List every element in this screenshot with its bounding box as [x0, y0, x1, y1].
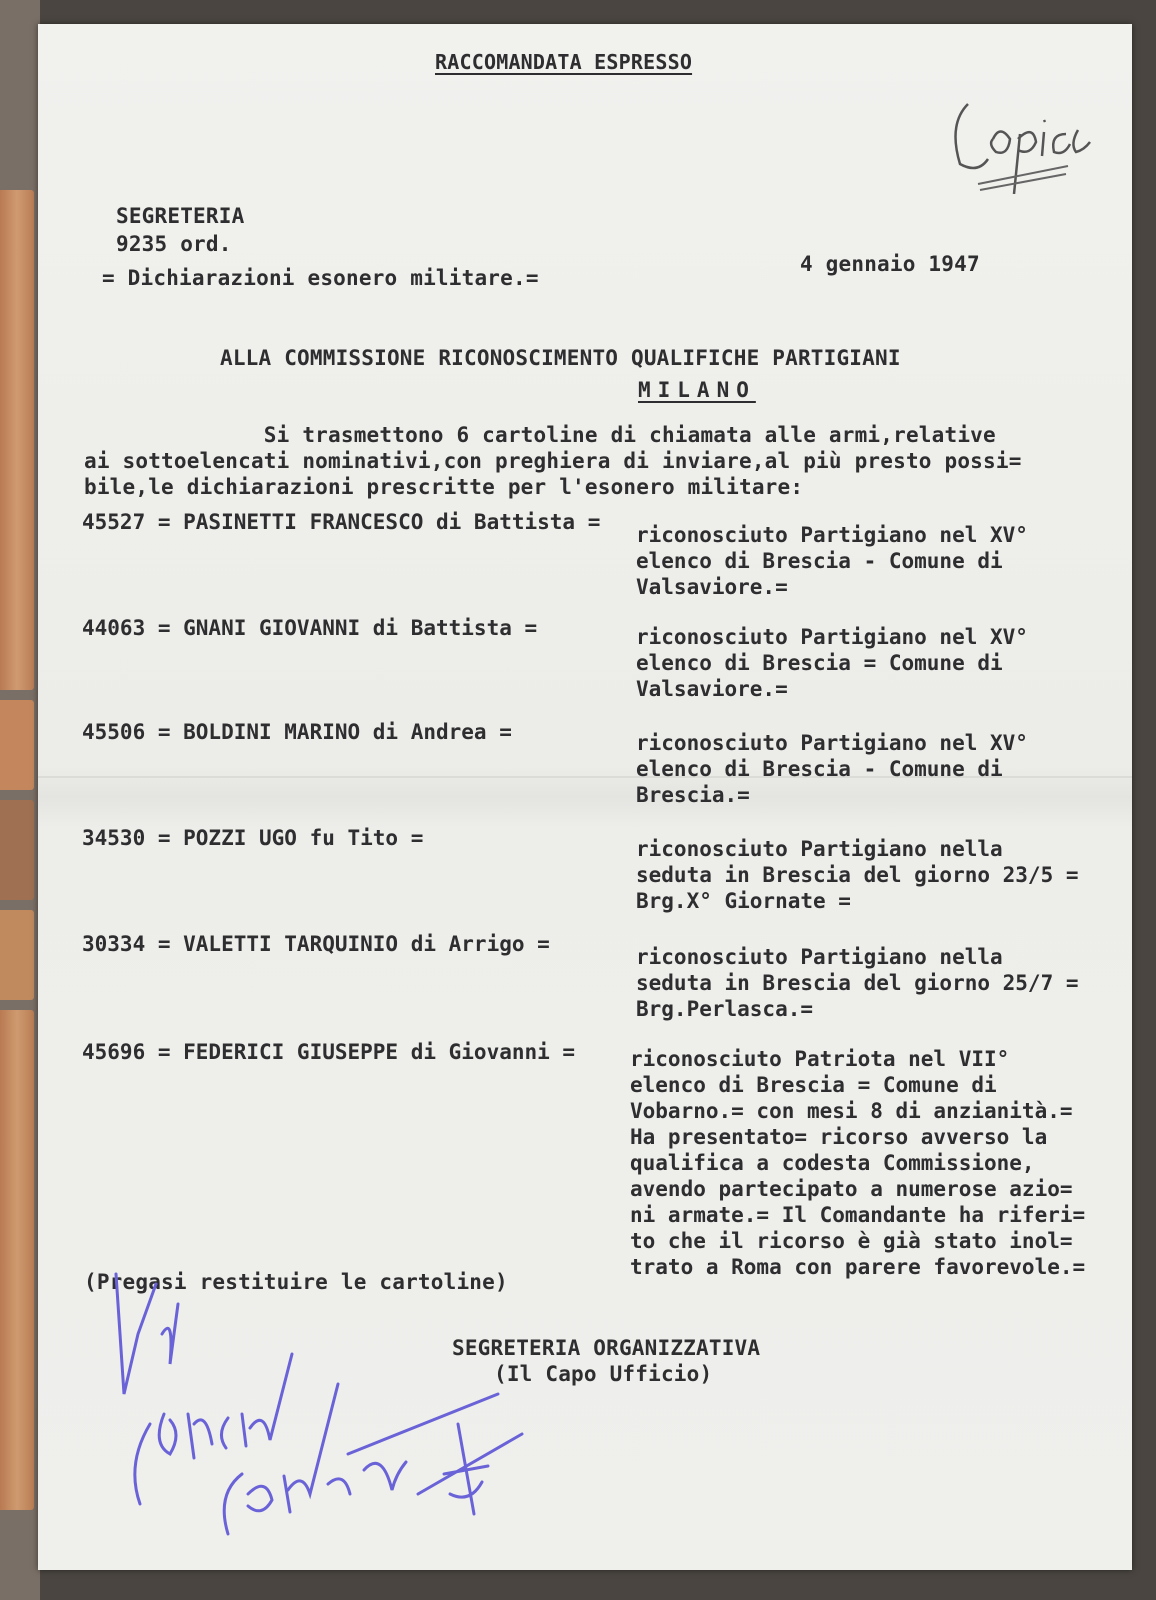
binder-tab [0, 1010, 34, 1510]
intro-line: Si trasmettono 6 cartoline di chiamata alle armi,relative [84, 423, 996, 447]
binder-tab [0, 190, 34, 690]
recipient-line: ALLA COMMISSIONE RICONOSCIMENTO QUALIFICHE PARTIGIANI [220, 346, 901, 370]
entry-detail-line: riconosciuto Partigiano nel XV° [636, 523, 1028, 547]
binder-edge [0, 0, 40, 1600]
signature-office: SEGRETERIA ORGANIZZATIVA [452, 1336, 761, 1360]
entry-detail-line: to che il ricorso è già stato inol= [630, 1229, 1073, 1253]
entry-detail-line: riconosciuto Partigiano nella [636, 945, 1003, 969]
entry-detail-line: ni armate.= Il Comandante ha riferi= [630, 1203, 1086, 1227]
entry-details [636, 944, 1079, 1022]
entry-label: 45527 = PASINETTI FRANCESCO di Battista = [82, 510, 601, 534]
subject-line: = Dichiarazioni esonero militare.= [102, 266, 539, 290]
entry-detail-line: elenco di Brescia - Comune di [636, 757, 1003, 781]
entry-detail-line: riconosciuto Patriota nel VII° [630, 1047, 1010, 1071]
entry-detail-line: Ha presentato= ricorso avverso la [630, 1125, 1048, 1149]
entry-detail-line: elenco di Brescia - Comune di [636, 549, 1003, 573]
letter-sheet [38, 24, 1132, 1570]
entry-detail-line: riconosciuto Partigiano nel XV° [636, 731, 1028, 755]
entry-detail-line: elenco di Brescia = Comune di [630, 1073, 997, 1097]
intro-line: ai sottoelencati nominativi,con preghiera di inviare,al più presto possi= [84, 449, 1022, 473]
entry-detail-line: riconosciuto Partigiano nella [636, 837, 1003, 861]
entry-detail-line: qualifica a codesta Commissione, [630, 1151, 1035, 1175]
recipient-city: MILANO [638, 378, 756, 402]
entry-detail-line: avendo partecipato a numerose azio= [630, 1177, 1073, 1201]
entry-detail-line: Valsaviore.= [636, 677, 788, 701]
handwritten-pen-annotation [78, 1244, 538, 1544]
entry-detail-line: Brg.Perlasca.= [636, 997, 814, 1021]
binder-tab [0, 910, 34, 1000]
entry-detail-line: Valsaviore.= [636, 575, 788, 599]
intro-paragraph [84, 422, 1084, 500]
entry-details [636, 730, 1028, 808]
entry-label: 45696 = FEDERICI GIUSEPPE di Giovanni = [82, 1040, 576, 1064]
header-title: RACCOMANDATA ESPRESSO [435, 50, 693, 74]
office-label: SEGRETERIA [116, 204, 245, 228]
binder-tab [0, 800, 34, 900]
entry-detail-line: seduta in Brescia del giorno 25/7 = [636, 971, 1079, 995]
entry-details [630, 1046, 1085, 1280]
entry-label: 45506 = BOLDINI MARINO di Andrea = [82, 720, 512, 744]
closing-note: (Pregasi restituire le cartoline) [84, 1270, 508, 1294]
protocol-number: 9235 ord. [116, 232, 232, 256]
entry-label: 34530 = POZZI UGO fu Tito = [82, 826, 424, 850]
entry-detail-line: elenco di Brescia = Comune di [636, 651, 1003, 675]
entry-detail-line: Brescia.= [636, 783, 750, 807]
binder-tab [0, 700, 34, 790]
entry-details [636, 836, 1079, 914]
entry-detail-line: riconosciuto Partigiano nel XV° [636, 625, 1028, 649]
entry-detail-line: Brg.X° Giornate = [636, 889, 851, 913]
entry-detail-line: trato a Roma con parere favorevole.= [630, 1255, 1086, 1279]
signature-title: (Il Capo Ufficio) [494, 1362, 713, 1386]
entry-label: 44063 = GNANI GIOVANNI di Battista = [82, 616, 538, 640]
entry-label: 30334 = VALETTI TARQUINIO di Arrigo = [82, 932, 550, 956]
entry-detail-line: seduta in Brescia del giorno 23/5 = [636, 863, 1079, 887]
entry-details [636, 522, 1028, 600]
letter-date: 4 gennaio 1947 [800, 252, 980, 276]
intro-line: bile,le dichiarazioni prescritte per l'esonero militare: [84, 475, 804, 499]
handwritten-copia-mark [938, 84, 1108, 194]
entry-detail-line: Vobarno.= con mesi 8 di anzianità.= [630, 1099, 1073, 1123]
entry-details [636, 624, 1028, 702]
